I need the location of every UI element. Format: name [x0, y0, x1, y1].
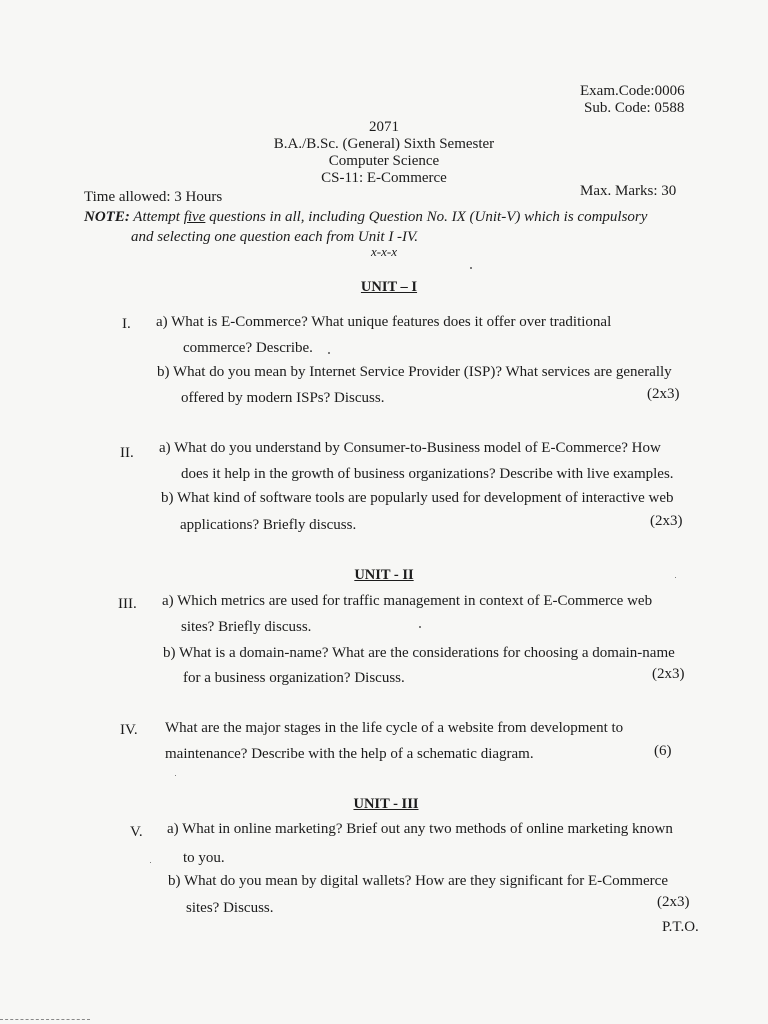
question-5b-line-2: sites? Discuss.	[186, 900, 274, 916]
question-2b-line-2: applications? Briefly discuss.	[180, 517, 357, 533]
note-line-2: and selecting one question each from Unit I -IV.	[131, 229, 419, 245]
sub-code: Sub. Code: 0588	[584, 100, 685, 116]
question-3b-line-1: b) What is a domain-name? What are the considerations for choosing a domain-name	[163, 645, 675, 661]
time-allowed: Time allowed: 3 Hours	[84, 189, 223, 205]
max-marks: Max. Marks: 30	[580, 183, 677, 199]
scan-speck	[470, 267, 472, 269]
question-1a-line-2: commerce? Describe.	[183, 340, 313, 356]
question-1b-line-2: offered by modern ISPs? Discuss.	[181, 390, 385, 406]
question-2a-line-1: a) What do you understand by Consumer-to-Business model of E-Commerce? How	[159, 440, 661, 456]
question-number-5: V.	[130, 824, 143, 840]
question-1b-line-1: b) What do you mean by Internet Service Provider (ISP)? What services are generally	[157, 364, 672, 380]
unit-heading-3: UNIT - III	[353, 796, 419, 812]
question-1-marks: (2x3)	[647, 386, 680, 402]
question-number-1: I.	[122, 316, 131, 332]
note-text-pre: Attempt	[129, 209, 184, 225]
question-number-4: IV.	[120, 722, 138, 738]
question-2-marks: (2x3)	[650, 513, 683, 529]
question-5a-line-1: a) What in online marketing? Brief out any two methods of online marketing known	[167, 821, 673, 837]
scan-edge-line	[0, 1019, 90, 1020]
question-3a-line-2: sites? Briefly discuss.	[181, 619, 312, 635]
question-2b-line-1: b) What kind of software tools are popularly used for development of interactive web	[161, 490, 674, 506]
course-title: B.A./B.Sc. (General) Sixth Semester	[273, 136, 495, 152]
question-number-3: III.	[118, 596, 137, 612]
scan-speck	[675, 577, 676, 578]
subject-title: Computer Science	[328, 153, 440, 169]
pto-label: P.T.O.	[662, 919, 699, 935]
question-3a-line-1: a) Which metrics are used for traffic management in context of E-Commerce web	[162, 593, 653, 609]
unit-heading-1: UNIT – I	[360, 279, 418, 295]
unit-heading-2: UNIT - II	[354, 567, 414, 583]
question-4-line-1: What are the major stages in the life cycle of a website from development to	[165, 720, 624, 736]
note-text-post: questions in all, including Question No. IX (Unit-V) which is compulsory	[205, 209, 648, 225]
exam-code: Exam.Code:0006	[580, 83, 685, 99]
question-3-marks: (2x3)	[652, 666, 685, 682]
paper-title: CS-11: E-Commerce	[321, 170, 447, 186]
question-3b-line-2: for a business organization? Discuss.	[183, 670, 405, 686]
scan-speck	[175, 775, 176, 776]
note-five: five	[183, 209, 206, 225]
scan-speck	[328, 352, 330, 354]
question-1a-line-1: a) What is E-Commerce? What unique features does it offer over traditional	[156, 314, 612, 330]
question-number-2: II.	[120, 445, 134, 461]
question-5a-line-2: to you.	[183, 850, 225, 866]
separator: x-x-x	[371, 244, 397, 259]
question-5-marks: (2x3)	[657, 894, 690, 910]
exam-year: 2071	[369, 119, 399, 135]
question-4-line-2: maintenance? Describe with the help of a schematic diagram.	[165, 746, 534, 762]
question-5b-line-1: b) What do you mean by digital wallets? How are they significant for E-Commerce	[168, 873, 668, 889]
question-4-marks: (6)	[654, 743, 672, 759]
note-label: NOTE:	[84, 209, 130, 225]
scan-speck	[419, 626, 421, 628]
scan-speck	[150, 862, 151, 863]
note-line-1	[84, 208, 647, 226]
question-2a-line-2: does it help in the growth of business organizations? Describe with live examples.	[181, 466, 674, 482]
